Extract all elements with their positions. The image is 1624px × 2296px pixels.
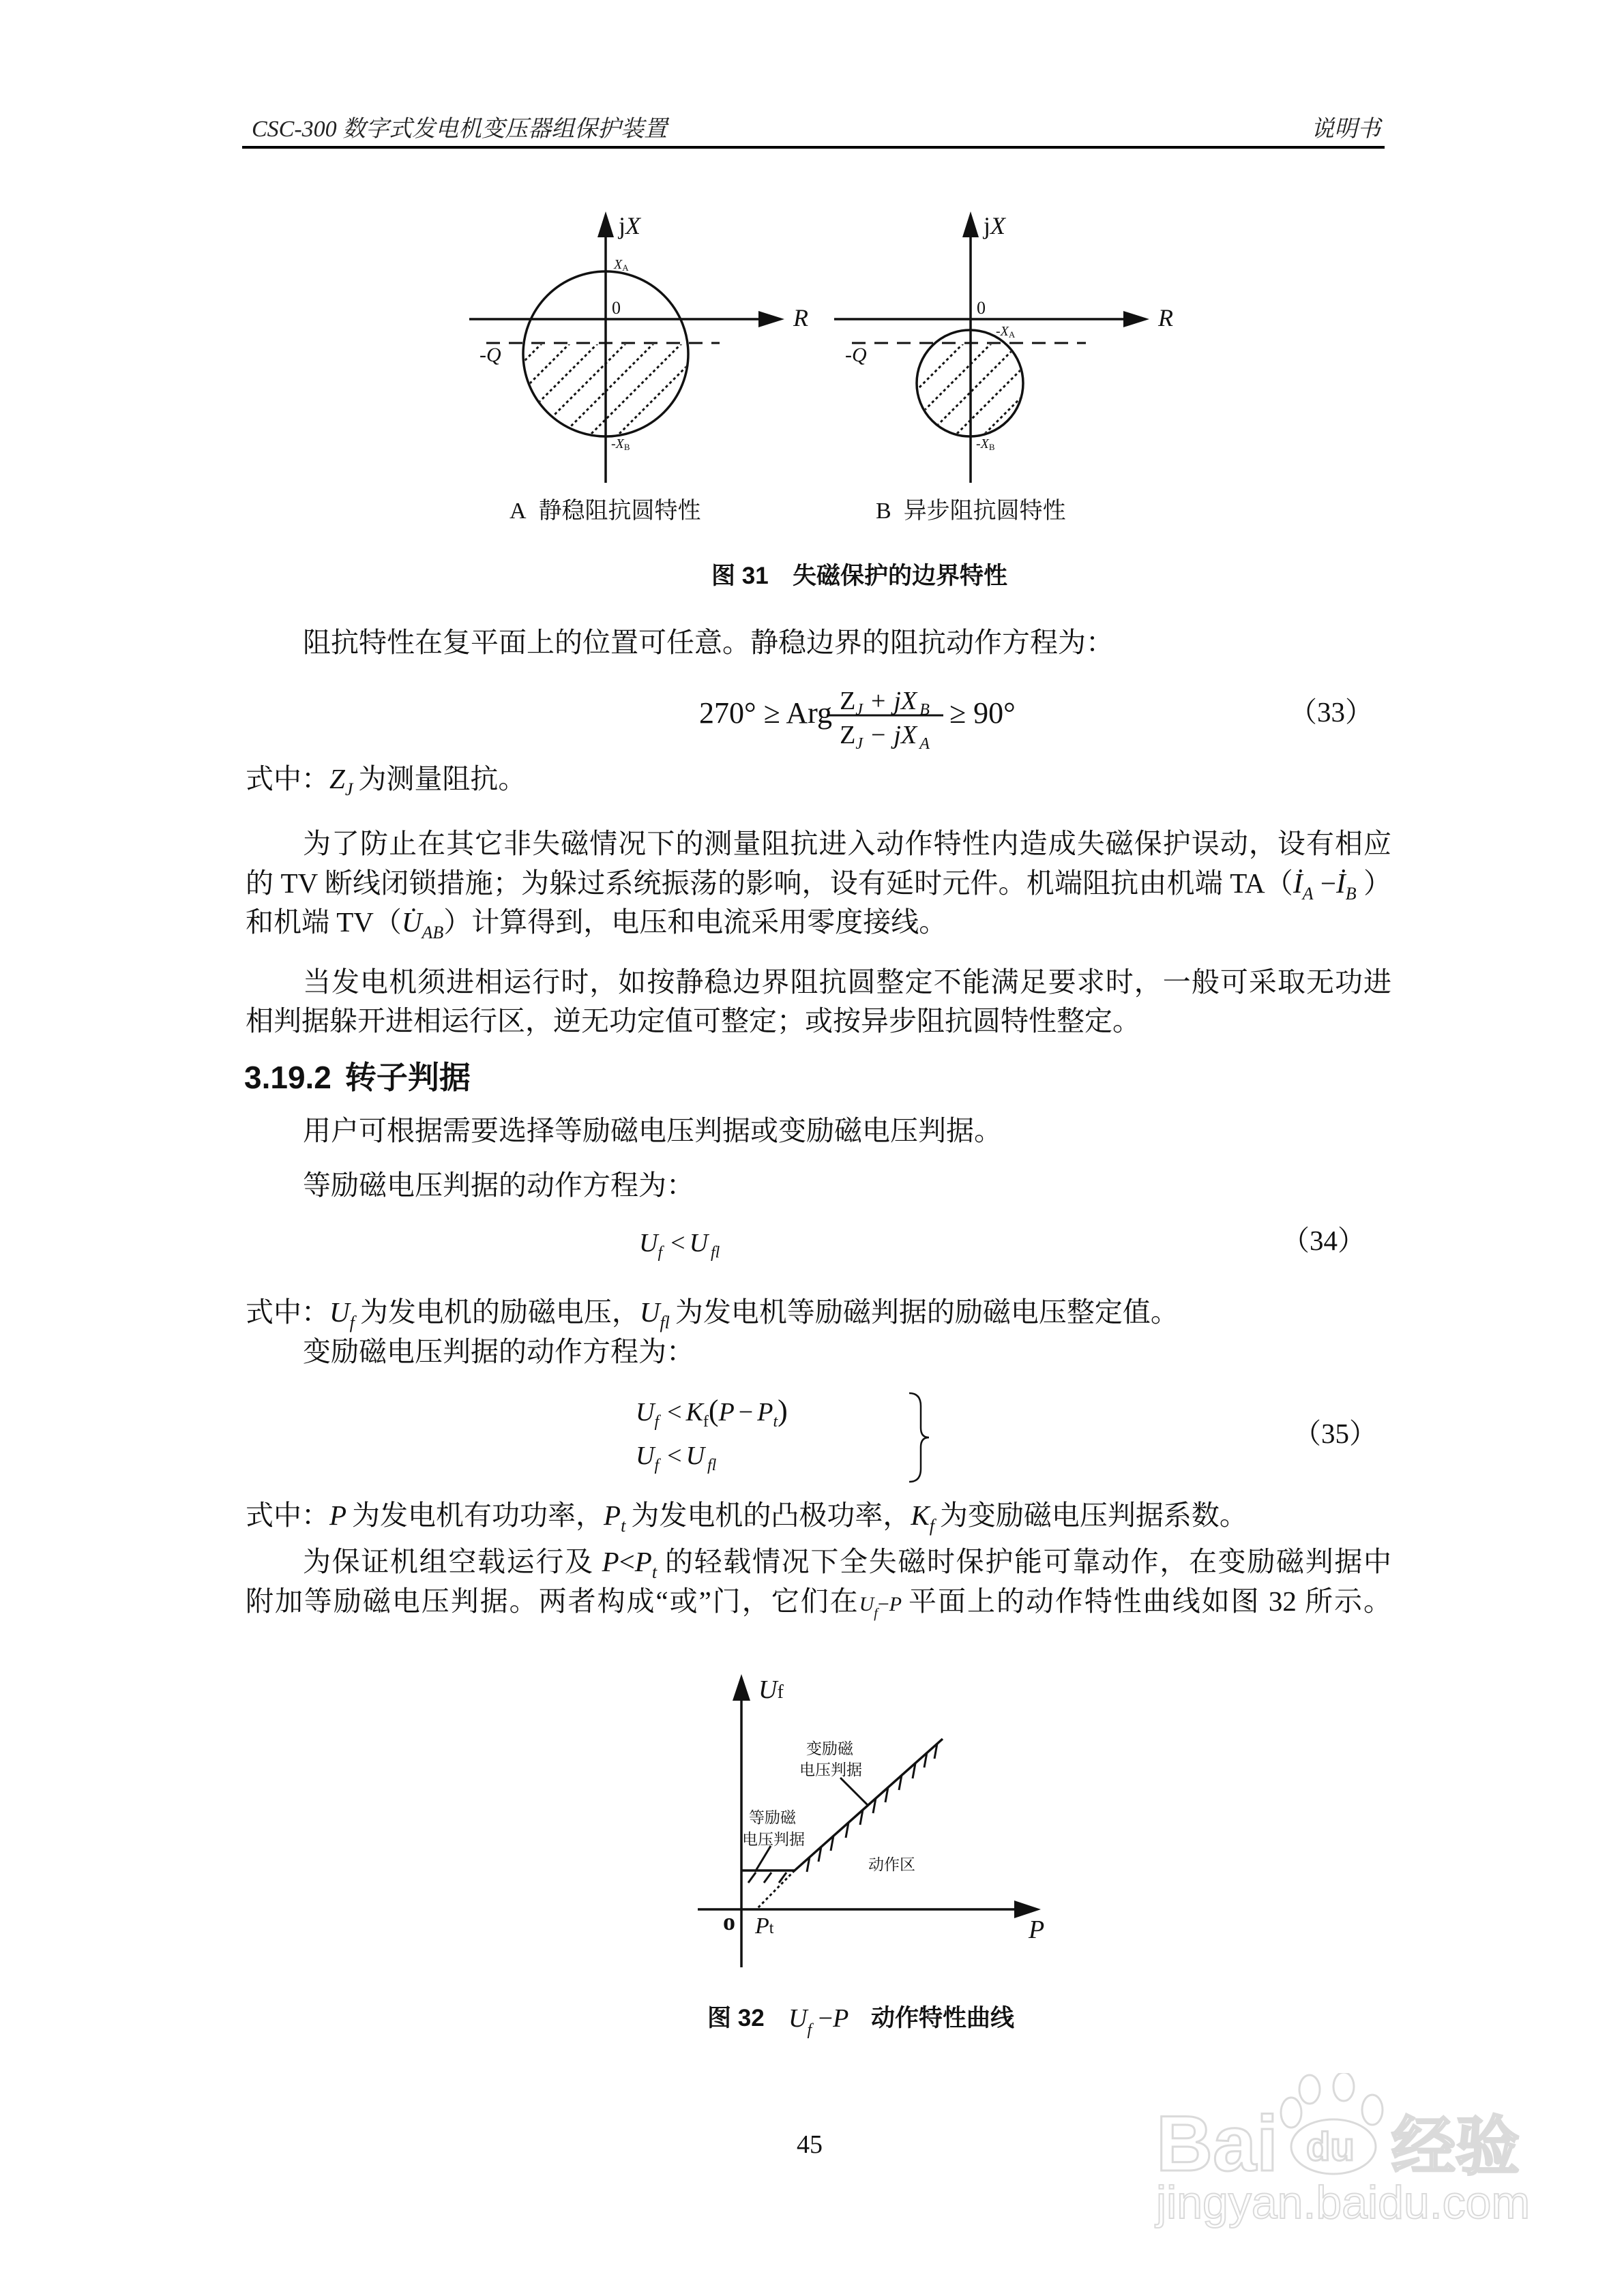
figure-31-title: 失磁保护的边界特性 — [793, 563, 1008, 589]
figure-32-caption-math — [788, 2004, 849, 2039]
uf-sub: f — [777, 1682, 784, 1703]
hatch-line — [899, 343, 1020, 464]
kf-sub: f — [929, 1516, 934, 1536]
where-text: 为发电机的凸极功率， — [631, 1500, 911, 1531]
caption-letter: B — [876, 498, 891, 524]
kf-var: K — [911, 1500, 930, 1531]
paragraph-text: 的轻载情况下全失磁时保护能可靠动作，在变励磁判据中 — [664, 1546, 1392, 1577]
figure-32-diagram — [682, 1657, 1064, 1984]
minus-sign: − — [738, 1398, 754, 1427]
uf-var: U — [758, 1675, 778, 1704]
p-var: P — [718, 1398, 735, 1427]
xb-var: X — [980, 436, 989, 451]
xa-label — [996, 324, 1016, 340]
paragraph-eq-intro-constant — [303, 1166, 1391, 1204]
paragraph-tv-line-1 — [303, 824, 1391, 863]
j-symbol: j — [984, 212, 991, 239]
close-paren: ） — [1363, 867, 1391, 899]
origin-label: 0 — [612, 298, 621, 318]
uf-var: U — [788, 2004, 808, 2033]
pt-var: P — [604, 1500, 621, 1531]
x-sub: A — [919, 735, 930, 753]
uf-var: U — [636, 1398, 655, 1427]
z-sub: J — [344, 779, 353, 799]
x-var: X — [900, 721, 917, 749]
equation-number: （34） — [1282, 1225, 1365, 1256]
subfigure-b-caption — [876, 498, 1066, 524]
caption-text: 静稳阻抗圆特性 — [538, 498, 701, 524]
variable-criterion-label: 电压判据 — [799, 1761, 862, 1778]
q-var: Q — [852, 344, 867, 366]
constant-criterion-label: 等励磁 — [749, 1809, 796, 1826]
pt-var: P — [757, 1398, 773, 1427]
paragraph-guarantee-line-2 — [246, 1582, 1391, 1620]
equation-34 — [614, 1214, 1398, 1275]
xa-prefix: - — [996, 324, 1001, 339]
where-text: 为发电机有功功率， — [352, 1500, 604, 1531]
z-var: Z — [840, 687, 856, 715]
current-ia-sub: A — [1302, 884, 1314, 904]
fraction-denominator — [840, 721, 930, 753]
figure-32-title: 动作特性曲线 — [871, 2005, 1015, 2031]
ufl-sub: fl — [711, 1244, 720, 1262]
uf-sub: f — [654, 1457, 660, 1474]
less-than-sign: < — [670, 1229, 685, 1257]
constant-criterion-label: 电压判据 — [742, 1831, 805, 1848]
where-clause-uf — [246, 1293, 1391, 1331]
pt-sub: t — [769, 1920, 774, 1937]
less-than-sign: < — [667, 1442, 682, 1470]
minus-sign: − — [1320, 867, 1337, 899]
y-axis-arrow-icon — [962, 211, 979, 237]
current-ib-sub: B — [1345, 884, 1357, 904]
equation-line-1 — [636, 1394, 788, 1431]
where-clause-zj — [246, 760, 1391, 798]
x-axis-arrow-icon — [1123, 311, 1149, 327]
y-axis-label — [982, 212, 1007, 239]
origin-label: 0 — [977, 298, 986, 318]
voltage-uab-var: U̇ — [401, 906, 422, 938]
subfigure-b-asynchronous-circle — [834, 211, 1173, 524]
page-number: 45 — [797, 2130, 823, 2159]
origin-label: o — [723, 1908, 735, 1935]
xb-prefix: - — [976, 436, 981, 451]
xb-label — [611, 436, 630, 452]
hatch-mark — [779, 1873, 786, 1883]
uf-sub: f — [349, 1313, 355, 1332]
uf-var: U — [639, 1229, 658, 1257]
subfigure-a-caption — [510, 498, 701, 524]
variable-label-leader — [840, 1778, 868, 1805]
extension-dotted-line — [757, 1870, 795, 1909]
paragraph-text: 等励磁电压判据的动作方程为： — [303, 1169, 694, 1201]
z-sub: J — [855, 735, 863, 753]
p-var: P — [833, 2004, 849, 2033]
xb-label — [976, 436, 995, 452]
x-axis-label: P — [1029, 1915, 1045, 1944]
xb-prefix: - — [611, 436, 616, 451]
x-axis-label: R — [1158, 304, 1173, 331]
paragraph-text: 相判据躲开进相运行区，逆无功定值可整定；或按异步阻抗圆特性整定。 — [246, 1005, 1140, 1037]
watermark-brand-a: Bai — [1156, 2100, 1278, 2188]
uf-var: U — [859, 1593, 874, 1615]
hatch-line — [589, 343, 710, 464]
q-var: Q — [486, 344, 501, 366]
header-doc-type: 说明书 — [1311, 117, 1381, 142]
where-text: 为发电机的励磁电压， — [359, 1296, 640, 1328]
figure-32-number: 图 32 — [707, 2005, 765, 2031]
baidu-jingyan-watermark — [1146, 2073, 1541, 2237]
x-var: X — [900, 687, 917, 715]
kf-sub: f — [703, 1413, 709, 1431]
uf-sub: f — [807, 2021, 812, 2039]
header-title: CSC-300 数字式发电机变压器组保护装置 — [252, 117, 668, 142]
operating-region-label: 动作区 — [868, 1856, 915, 1873]
less-than-sign: < — [667, 1398, 682, 1427]
equation-33 — [682, 675, 1398, 764]
variable-excitation-line — [795, 1739, 943, 1870]
y-axis-label — [617, 212, 642, 239]
equation-line-2 — [636, 1442, 717, 1474]
fraction-numerator — [840, 687, 930, 719]
uf-var: U — [329, 1296, 350, 1328]
x-sub: B — [919, 701, 930, 719]
z-var: Z — [329, 763, 345, 794]
where-text: 为测量阻抗。 — [358, 763, 527, 794]
paragraph-text: 用户可根据需要选择等励磁电压判据或变励磁电压判据。 — [303, 1115, 1002, 1146]
paragraph-impedance-position — [303, 623, 1391, 661]
figure-31-number: 图 31 — [711, 563, 769, 589]
q-label — [479, 344, 501, 366]
p-var: P — [889, 1593, 902, 1615]
paragraph-text: 阻抗特性在复平面上的位置可任意。静稳边界的阻抗动作方程为： — [303, 627, 1114, 658]
close-paren: ) — [778, 1394, 788, 1427]
equation-number: （33） — [1289, 696, 1373, 728]
hatch-line — [533, 343, 654, 464]
x-symbol: X — [625, 212, 641, 239]
plus-sign: + — [870, 687, 886, 715]
section-heading — [244, 1058, 471, 1097]
constant-label-leader — [755, 1846, 771, 1872]
p-var: P — [602, 1546, 619, 1577]
paragraph-text: 变励磁电压判据的动作方程为： — [303, 1336, 694, 1367]
paragraph-text: 的 TV 断线闭锁措施；为躲过系统振荡的影响，设有延时元件。机端阻抗由机端 TA（ — [246, 867, 1293, 899]
section-number: 3.19.2 — [244, 1060, 331, 1095]
constant-line-hatches — [748, 1873, 786, 1883]
ufl-var: U — [689, 1229, 709, 1257]
ufl-sub: fl — [707, 1457, 717, 1474]
watermark-brand-b: du — [1306, 2125, 1355, 2169]
where-clause-p — [246, 1496, 1391, 1534]
y-axis-label — [758, 1675, 784, 1704]
uf-sub: f — [654, 1413, 660, 1431]
pt-sub: t — [651, 1562, 658, 1582]
paragraph-choose — [303, 1112, 1391, 1150]
where-prefix: 式中： — [246, 763, 329, 794]
z-var: Z — [840, 721, 856, 749]
less-than-sign: < — [619, 1546, 635, 1577]
variable-criterion-label: 变励磁 — [806, 1740, 853, 1757]
where-text: 为变励磁电压判据系数。 — [939, 1500, 1247, 1531]
xa-var: X — [1000, 324, 1009, 339]
hatch-region — [843, 343, 1076, 464]
watermark-url: jingyan.baidu.com — [1156, 2177, 1531, 2228]
q-label — [845, 344, 867, 366]
paragraph-advance-line-2 — [246, 1002, 1391, 1040]
hatch-mark — [748, 1873, 756, 1883]
voltage-uab-sub: AB — [422, 923, 444, 942]
pt-sub: t — [621, 1516, 626, 1536]
minus-sign: − — [877, 1593, 889, 1615]
paragraph-text: 附加等励磁电压判据。两者构成“或”门，它们在 — [246, 1585, 859, 1617]
ufl-sub: fl — [660, 1313, 670, 1332]
paragraph-tv-line-2 — [246, 864, 1391, 902]
xa-var: X — [614, 257, 623, 272]
j-symbol: j — [894, 687, 901, 715]
q-prefix: - — [845, 344, 852, 366]
p-var: P — [329, 1500, 347, 1531]
x-axis-arrow-icon — [758, 311, 784, 327]
paragraph-text: 平面上的动作特性曲线如图 32 所示。 — [907, 1585, 1391, 1617]
minus-sign: − — [818, 2004, 833, 2033]
caption-text: 异步阻抗圆特性 — [903, 498, 1066, 524]
paragraph-text: 当发电机须进相运行时，如按静稳边界阻抗圆整定不能满足要求时，一般可采取无功进 — [303, 966, 1391, 998]
equation-rhs: ≥ 90° — [949, 696, 1016, 730]
paragraph-guarantee-line-1 — [303, 1542, 1391, 1581]
current-ib-var: İ — [1336, 867, 1346, 899]
xb-sub: B — [988, 442, 995, 452]
ufl-var: U — [685, 1442, 705, 1470]
pt-var: P — [755, 1913, 769, 1939]
where-text: 为发电机等励磁判据的励磁电压整定值。 — [675, 1296, 1179, 1328]
paragraph-text: 和机端 TV（ — [246, 906, 402, 938]
section-title: 转子判据 — [344, 1060, 471, 1095]
pt-var: P — [634, 1546, 652, 1577]
paragraph-eq-intro-variable — [303, 1332, 1391, 1371]
equation-number: （35） — [1293, 1418, 1377, 1449]
kf-var: K — [685, 1398, 703, 1427]
hatch-line — [449, 343, 570, 464]
header-rule — [242, 146, 1385, 149]
j-symbol: j — [894, 721, 901, 749]
equation-35 — [614, 1384, 1398, 1493]
figure-31-diagram — [443, 198, 1200, 539]
y-axis-arrow-icon — [597, 211, 614, 237]
open-paren: ( — [708, 1394, 719, 1427]
xa-label — [613, 257, 629, 273]
paragraph-text: 为了防止在其它非失磁情况下的测量阻抗进入动作特性内造成失磁保护误动，设有相应 — [303, 828, 1391, 859]
hatch-line — [955, 343, 1076, 464]
uf-var: U — [636, 1442, 655, 1470]
subfigure-a-static-stability-circle — [443, 211, 808, 524]
q-prefix: - — [479, 344, 486, 366]
paragraph-text: 为保证机组空载运行及 — [303, 1546, 594, 1577]
paragraph-tv-line-3 — [246, 903, 1391, 941]
hatch-mark — [764, 1873, 771, 1883]
watermark-brand-cn: 经验 — [1391, 2111, 1520, 2182]
equation-lhs: 270° ≥ Arg — [699, 696, 832, 730]
ufl-var: U — [639, 1296, 660, 1328]
current-ia-var: İ — [1293, 867, 1303, 899]
paragraph-text: ）计算得到，电压和电流采用零度接线。 — [443, 906, 947, 938]
where-prefix: 式中： — [246, 1500, 329, 1531]
uf-sub: f — [658, 1244, 663, 1262]
x-axis-label: R — [793, 304, 808, 331]
uf-sub: f — [874, 1606, 878, 1621]
xb-var: X — [615, 436, 624, 451]
xa-sub: A — [1008, 329, 1016, 340]
caption-letter: A — [510, 498, 527, 524]
minus-sign: − — [870, 721, 886, 749]
where-prefix: 式中： — [246, 1296, 329, 1328]
equation-body — [639, 1229, 720, 1262]
pt-sub: t — [773, 1413, 778, 1431]
paragraph-advance-line-1 — [303, 963, 1391, 1001]
x-symbol: X — [990, 212, 1006, 239]
xb-sub: B — [623, 442, 630, 452]
z-sub: J — [855, 701, 863, 719]
j-symbol: j — [619, 212, 626, 239]
pt-label — [754, 1913, 774, 1939]
y-axis-arrow-icon — [733, 1674, 750, 1701]
right-brace-icon — [909, 1393, 929, 1482]
hatch-line — [871, 343, 992, 464]
xa-sub: A — [622, 263, 629, 273]
